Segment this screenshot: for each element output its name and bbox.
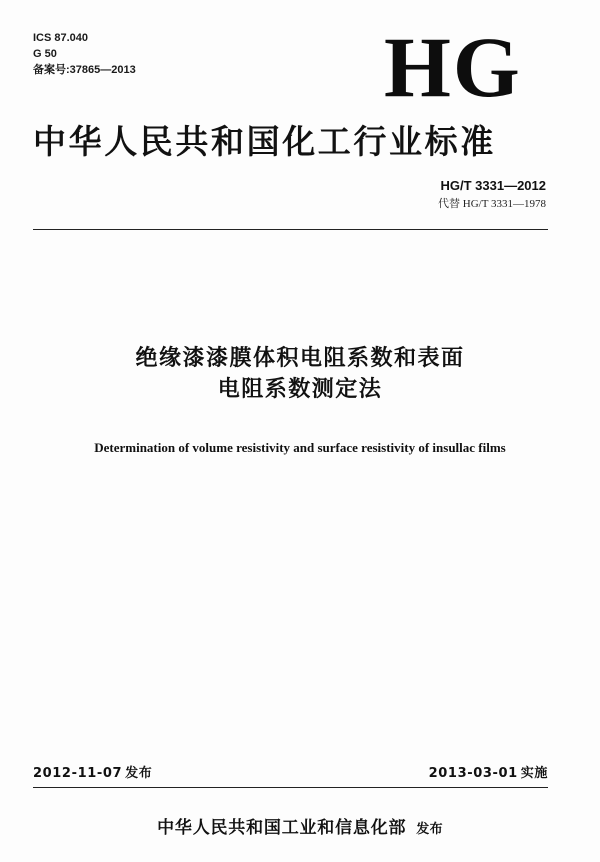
ccs-code: G 50 — [33, 48, 57, 60]
english-title: Determination of volume resistivity and surface resistivity of insullac films — [94, 440, 506, 455]
replaces-standard: 代替 HG/T 3331—1978 — [438, 198, 546, 210]
classification-block — [33, 30, 136, 78]
ics-code: ICS 87.040 — [33, 32, 89, 44]
document-title-line-2: 电阻系数测定法 — [217, 377, 383, 402]
hg-logo: HG — [384, 19, 522, 115]
industry-standard-title: 中华人民共和国化工行业标准 — [33, 122, 496, 161]
footer-divider — [33, 787, 548, 788]
implement-date: 2013-03-01 — [428, 766, 518, 781]
publisher-label: 发布 — [416, 822, 443, 837]
header-divider — [33, 229, 548, 230]
publisher-block — [0, 817, 600, 841]
implement-date-block — [429, 765, 548, 783]
publisher-name: 中华人民共和国工业和信息化部 — [157, 818, 407, 838]
standard-number: HG/T 3331—2012 — [440, 178, 546, 193]
document-title-line-1: 绝缘漆漆膜体积电阻系数和表面 — [135, 346, 465, 371]
issue-date: 2012-11-07 — [33, 766, 123, 781]
document-title — [0, 343, 600, 405]
implement-label: 实施 — [520, 766, 548, 781]
filing-number: 备案号:37865—2013 — [33, 64, 136, 76]
issue-label: 发布 — [125, 766, 153, 781]
issue-date-block — [33, 765, 152, 783]
